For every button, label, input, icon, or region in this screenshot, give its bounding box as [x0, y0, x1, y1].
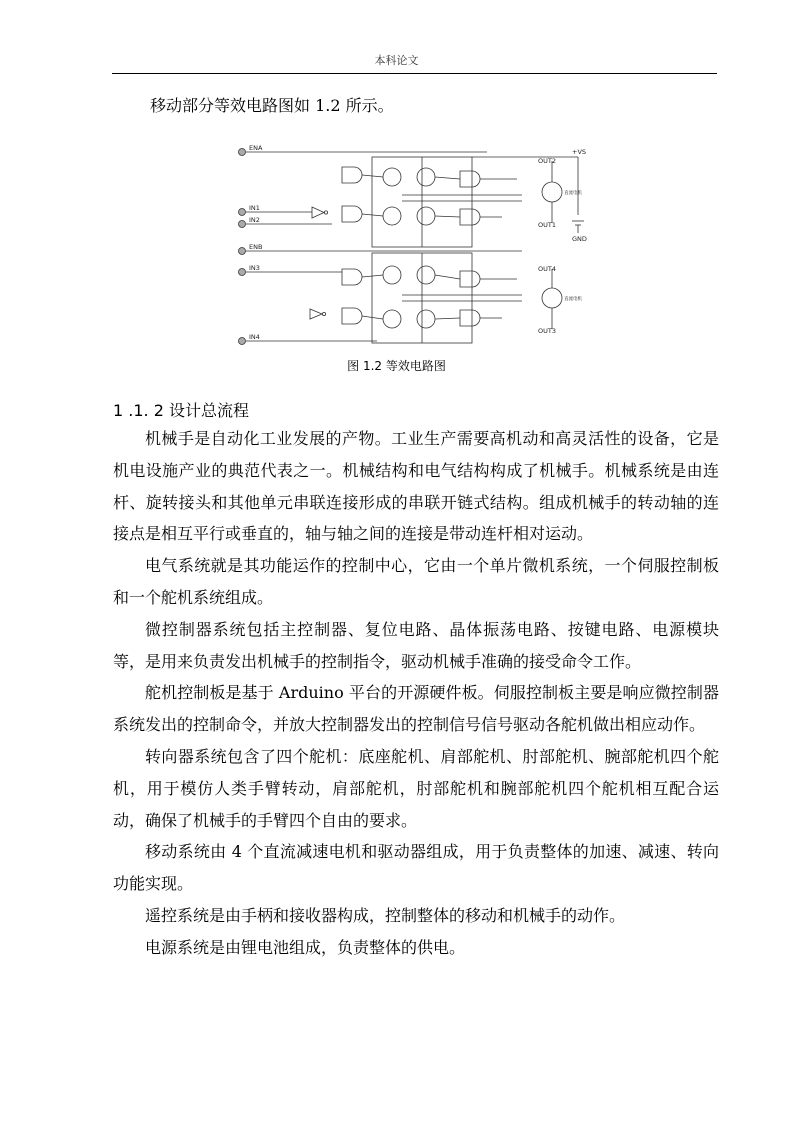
paragraph: 电源系统是由锂电池组成，负责整体的供电。	[145, 937, 466, 957]
body-text	[113, 423, 719, 964]
label-out1: OUT1	[538, 221, 556, 229]
terminal-in1	[239, 209, 246, 216]
paragraph: 微控制器系统包括主控制器、复位电路、晶体振荡电路、按键电路、电源模块等，是用来负责发出机械手的控制指令，驱动机械手准确的接受命令工作。	[113, 619, 719, 671]
label-vs: +VS	[572, 148, 587, 156]
terminal-in4	[239, 338, 246, 345]
page-header: 本科论文	[374, 54, 419, 67]
label-enb: ENB	[249, 243, 263, 251]
intro-sentence: 移动部分等效电路图如 1.2 所示。	[150, 96, 394, 115]
paragraph: 遥控系统是由手柄和接收器构成，控制整体的移动和机械手的动作。	[145, 905, 626, 925]
circuit-figure	[232, 143, 602, 353]
paragraph: 舵机控制板是基于 Arduino 平台的开源硬件板。伺服控制板主要是响应微控制器系统发出的控制命令，并放大控制器发出的控制信号信号驱动各舵机做出相应动作。	[113, 683, 719, 735]
label-gnd: GND	[572, 235, 587, 243]
paragraph: 移动系统由 4 个直流减速电机和驱动器组成，用于负责整体的加速、减速、转向功能实现。	[113, 842, 719, 894]
label-motor-2: 直流电机	[564, 297, 582, 302]
header-rule	[112, 73, 717, 74]
terminal-in2	[239, 221, 246, 228]
label-in1: IN1	[249, 204, 260, 212]
label-out3: OUT3	[538, 327, 556, 335]
label-in4: IN4	[249, 333, 260, 341]
section-heading: 1 .1. 2 设计总流程	[113, 401, 249, 420]
terminal-in3	[239, 269, 246, 276]
label-in3: IN3	[249, 264, 260, 272]
label-motor-1: 直流电机	[564, 191, 582, 196]
terminal-ena	[239, 149, 246, 156]
paragraph: 转向器系统包含了四个舵机：底座舵机、肩部舵机、肘部舵机、腕部舵机四个舵机，用于模仿人类手臂转动，肩部舵机，肘部舵机和腕部舵机四个舵机相互配合运动，确保了机械手的手臂四个自由的要求。	[113, 746, 719, 830]
paragraph: 电气系统就是其功能运作的控制中心，它由一个单片微机系统，一个伺服控制板和一个舵机系统组成。	[113, 556, 719, 607]
paragraph: 机械手是自动化工业发展的产物。工业生产需要高机动和高灵活性的设备，它是机电设施产业的典范代表之一。机械结构和电气结构构成了机械手。机械系统是由连杆、旋转接头和其他单元串联连接形成的串联开链式结构。组成机械手的转动轴的连接点是相互平行或垂直的，轴与轴之间的连接是带动连杆相对运动。	[113, 429, 719, 544]
label-out2: OUT2	[538, 157, 556, 165]
figure-caption: 图 1.2 等效电路图	[347, 359, 446, 373]
equivalent-circuit-diagram	[232, 143, 602, 353]
label-out4: OUT4	[538, 265, 556, 273]
label-ena: ENA	[249, 144, 263, 152]
label-in2: IN2	[249, 216, 260, 224]
terminal-enb	[239, 248, 246, 255]
